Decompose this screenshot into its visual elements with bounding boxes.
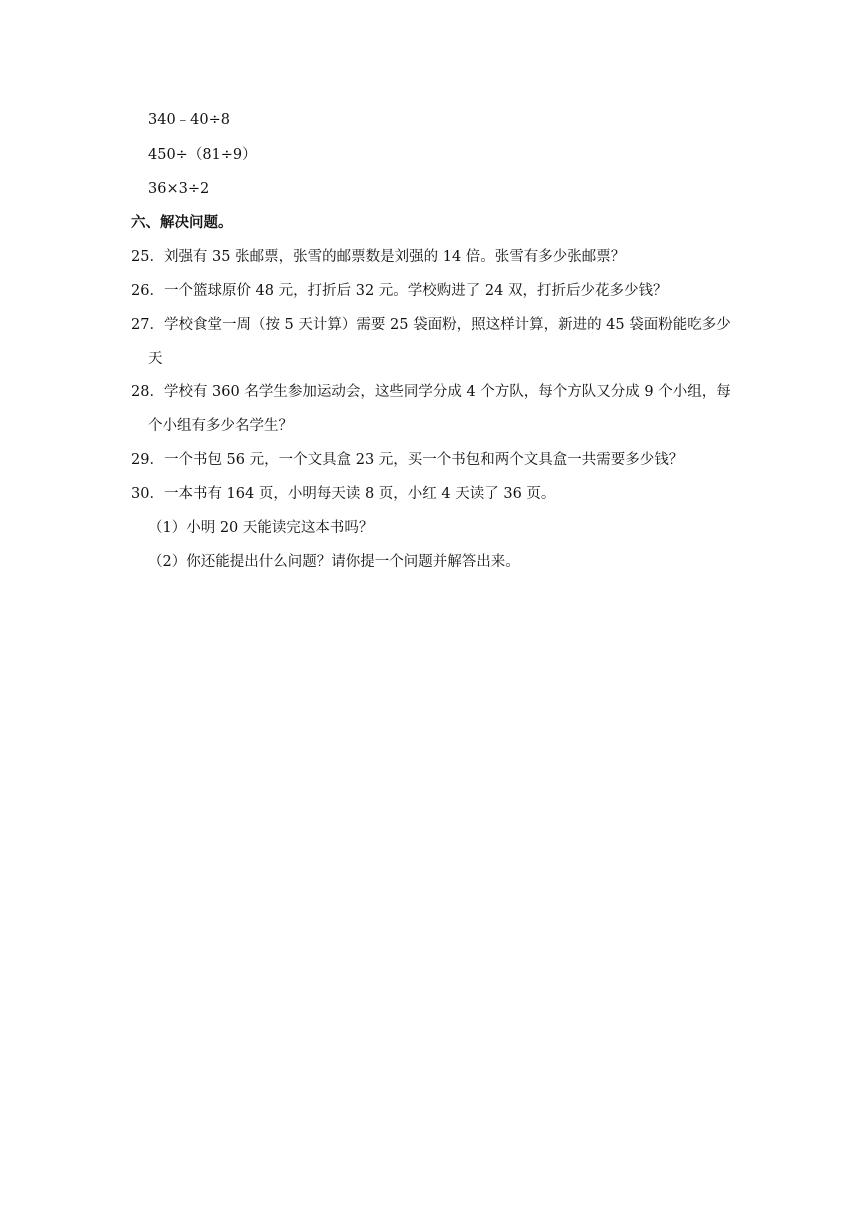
question-28: [131, 382, 731, 402]
expression-1: 340﹣40÷8: [148, 112, 231, 128]
question-30: [131, 484, 555, 504]
question-number: 27．: [131, 317, 164, 333]
question-text: 学校食堂一周（按 5 天计算）需要 25 袋面粉，照这样计算，新进的 45 袋面粉能吃多少: [163, 317, 731, 333]
question-26: [131, 281, 667, 301]
sub-question-1: （1）小明 20 天能读完这本书吗？: [148, 520, 374, 536]
expression-2: 450÷（81÷9）: [148, 147, 257, 163]
question-text: 刘强有 35 张邮票，张雪的邮票数是刘强的 14 倍。张雪有多少张邮票？: [163, 249, 626, 265]
question-text: 学校有 360 名学生参加运动会，这些同学分成 4 个方队，每个方队又分成 9 个小组，每: [163, 384, 731, 400]
question-number: 26．: [131, 283, 164, 299]
question-25: [131, 247, 625, 267]
question-text: 一个书包 56 元，一个文具盒 23 元，买一个书包和两个文具盒一共需要多少钱？: [163, 452, 684, 468]
question-29: [131, 450, 683, 470]
section-title: 六、解决问题。: [131, 214, 233, 231]
question-number: 30．: [131, 486, 164, 502]
question-text: 一本书有 164 页，小明每天读 8 页，小红 4 天读了 36 页。: [163, 486, 556, 502]
question-28-continuation: 个小组有多少名学生？: [148, 418, 293, 434]
question-27: [131, 315, 731, 335]
sub-question-2: （2）你还能提出什么问题？请你提一个问题并解答出来。: [148, 554, 520, 570]
question-27-continuation: 天: [148, 351, 163, 367]
question-number: 29．: [131, 452, 164, 468]
expression-3: 36×3÷2: [148, 181, 210, 197]
question-text: 一个篮球原价 48 元，打折后 32 元。学校购进了 24 双，打折后少花多少钱？: [163, 283, 668, 299]
question-number: 28．: [131, 384, 164, 400]
question-number: 25．: [131, 249, 164, 265]
